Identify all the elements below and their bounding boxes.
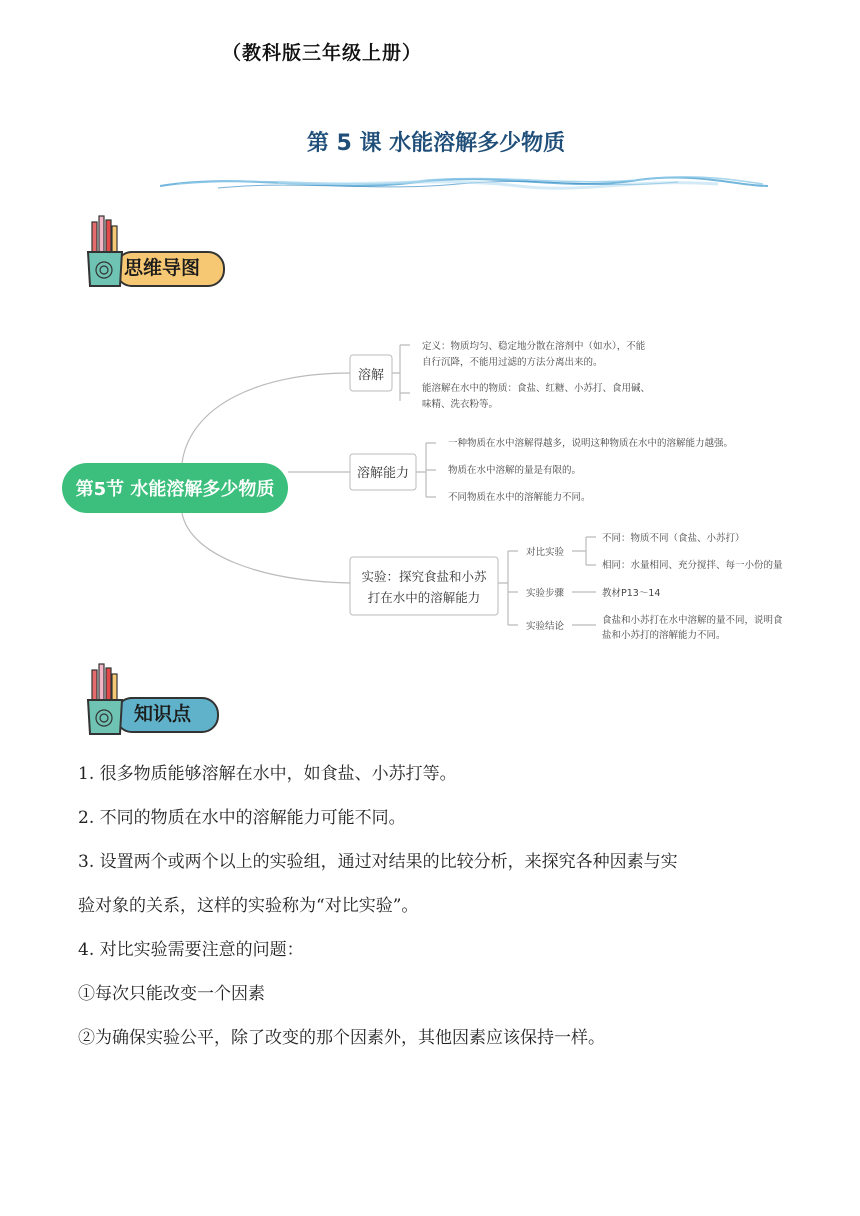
branch-label: 溶解 (357, 368, 385, 383)
sub-item: 不同：物质不同（食盐、小苏打） (602, 533, 745, 544)
sub-label: 实验步骤 (526, 588, 565, 599)
sub-label: 对比实验 (526, 547, 565, 558)
mind-map (0, 315, 860, 655)
root-label: 第5节 水能溶解多少物质 (75, 479, 275, 500)
knowledge-line: ②为确保实验公平，除了改变的那个因素外，其他因素应该保持一样。 (78, 1028, 605, 1048)
mindmap-root-node (62, 463, 288, 513)
branch-note: 能溶解在水中的物质：食盐、红糖、小苏打、食用碱、 (422, 383, 651, 394)
edition-label: （教科版三年级上册） (222, 42, 423, 64)
knowledge-line: 4. 对比实验需要注意的问题： (78, 940, 304, 960)
knowledge-line: 3. 设置两个或两个以上的实验组，通过对结果的比较分析，来探究各种因素与实 (78, 852, 678, 872)
branch-note: 不同物质在水中的溶解能力不同。 (448, 492, 591, 503)
branch-note: 一种物质在水中溶解得越多，说明这种物质在水中的溶解能力越强。 (448, 438, 734, 449)
knowledge-section-badge (82, 660, 232, 742)
branch-experiment (350, 532, 783, 641)
branch-solubility (350, 437, 733, 503)
sub-item: 教材P13～14 (602, 588, 661, 599)
mindmap-heading: 思维导图 (124, 257, 201, 279)
branch-label-line: 实验：探究食盐和小苏 (361, 569, 487, 584)
page-title: 第 5 课 水能溶解多少物质 (306, 131, 566, 156)
knowledge-points (78, 752, 798, 1060)
sub-item: 相同：水量相同、充分搅拌、每一小份的量 (602, 560, 783, 571)
knowledge-line: 2. 不同的物质在水中的溶解能力可能不同。 (78, 808, 406, 828)
branch-label-line: 打在水中的溶解能力 (367, 590, 481, 605)
knowledge-line: 验对象的关系，这样的实验称为“对比实验”。 (78, 896, 419, 916)
mindmap-section-badge (82, 210, 232, 292)
knowledge-line: ①每次只能改变一个因素 (78, 984, 265, 1004)
title-wave-divider (158, 168, 770, 198)
knowledge-line: 1. 很多物质能够溶解在水中，如食盐、小苏打等。 (78, 764, 457, 784)
knowledge-heading: 知识点 (134, 703, 192, 725)
branch-note: 物质在水中溶解的量是有限的。 (448, 465, 582, 476)
sub-item: 食盐和小苏打在水中溶解的量不同，说明食 (602, 615, 783, 626)
branch-label: 溶解能力 (356, 466, 410, 481)
branch-note: 自行沉降，不能用过滤的方法分离出来的。 (422, 357, 603, 368)
sub-label: 实验结论 (526, 621, 565, 632)
sub-item: 盐和小苏打的溶解能力不同。 (602, 630, 726, 641)
branch-note: 定义：物质均匀、稳定地分散在溶剂中（如水），不能 (422, 341, 646, 352)
branch-note: 味精、洗衣粉等。 (422, 399, 499, 410)
branch-dissolve (350, 340, 650, 410)
